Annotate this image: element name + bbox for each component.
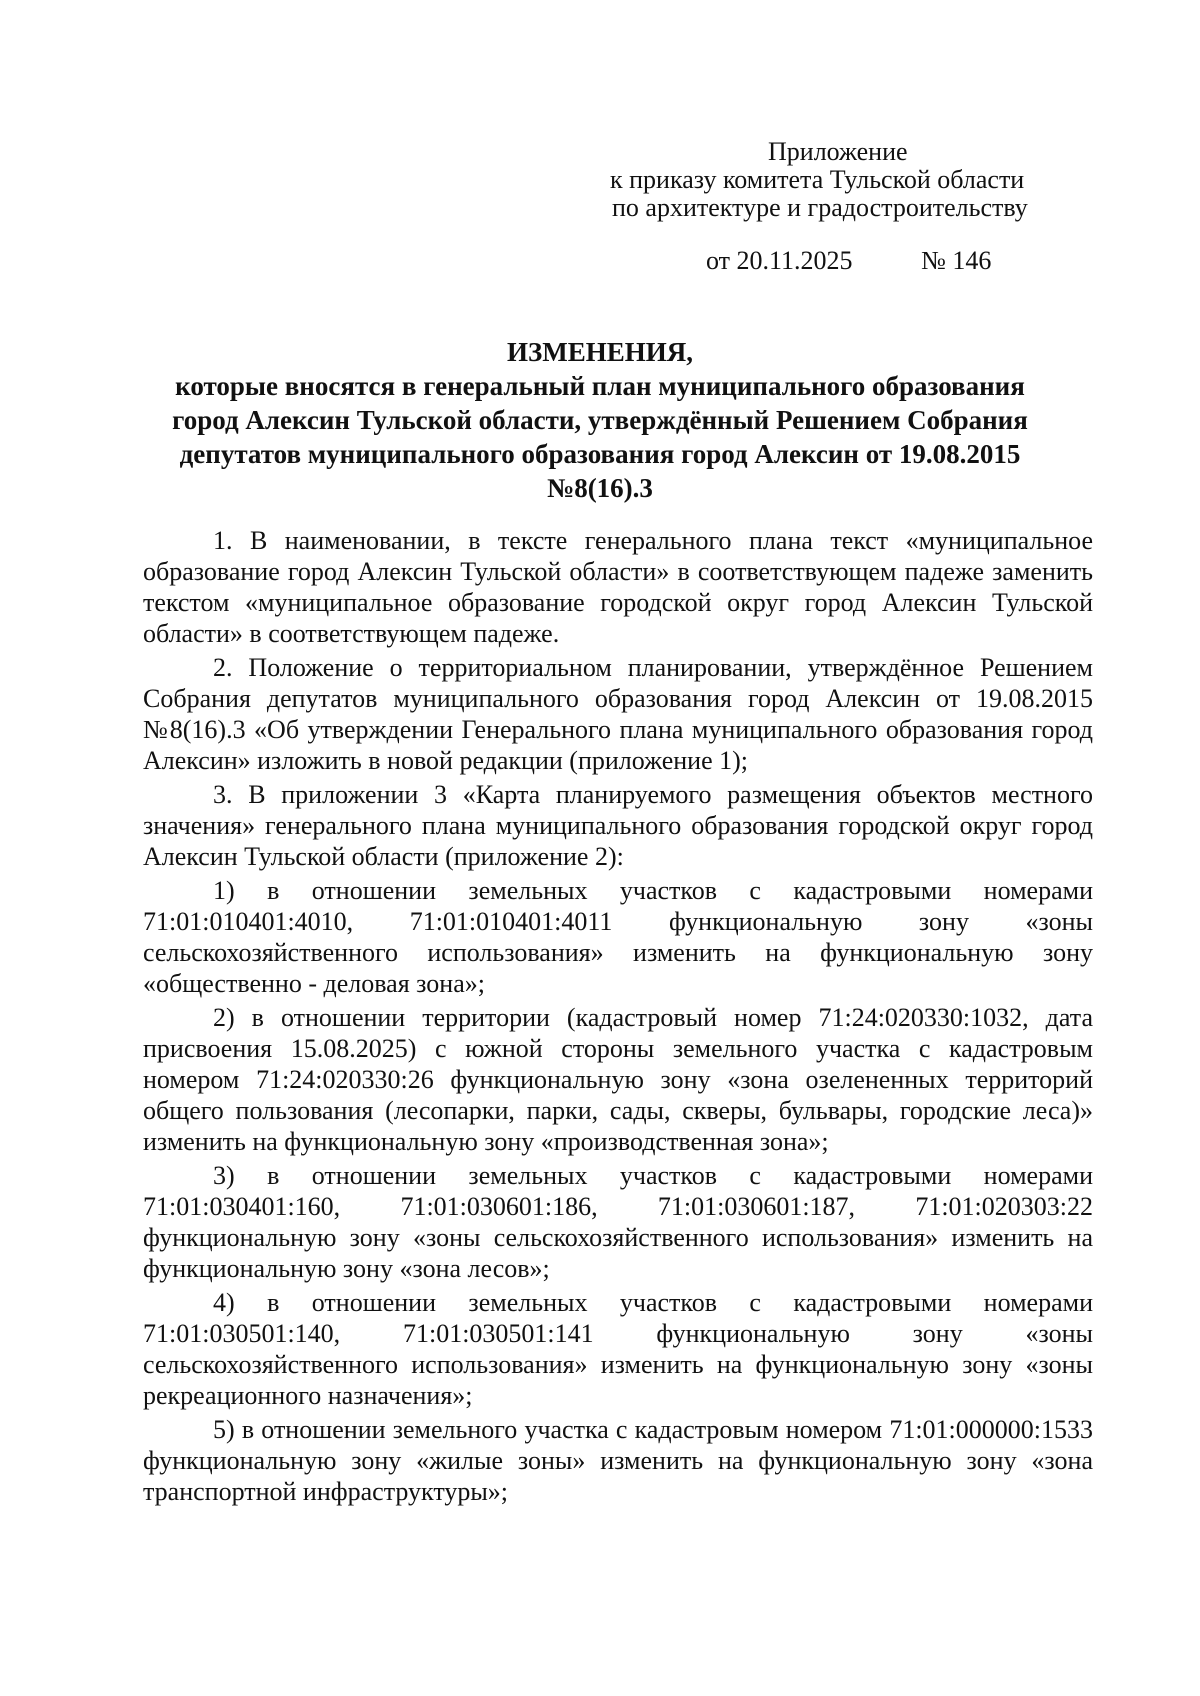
list-item-3: 3) в отношении земельных участков с кадастровыми номерами 71:01:030401:160, 71:01:030601:186, 71:01:030601:187, 71:01:020303:22 функциональную зону «зоны сельскохозяйственного использования» изменить на функциональную зону «зона лесов»; [143, 1161, 1093, 1283]
document-title: ИЗМЕНЕНИЯ, [506, 337, 693, 367]
appendix-header [600, 138, 1080, 222]
paragraph-3: 3. В приложении 3 «Карта планируемого размещения объектов местного значения» генерального плана муниципального образования городской округ город Алексин Тульской области (приложение 2): [143, 780, 1093, 871]
paragraph-2: 2. Положение о территориальном планировании, утверждённое Решением Собрания депутатов муниципального образования город Алексин от 19.08.2015 №8(16).3 «Об утверждении Генерального плана муниципального образования город Алексин» изложить в новой редакции (приложение 1); [143, 653, 1093, 775]
paragraph-1: 1. В наименовании, в тексте генерального плана текст «муниципальное образование город Алексин Тульской области» в соответствующем падеже заменить текстом «муниципальное образование городской округ город Алексин Тульской области» в соответствующем падеже. [143, 526, 1093, 648]
document-subtitle-line: город Алексин Тульской области, утверждённый Решением Собрания [172, 405, 1028, 435]
list-item-5: 5) в отношении земельного участка с кадастровым номером 71:01:000000:1533 функциональную зону «жилые зоны» изменить на функциональную зону «зона транспортной инфраструктуры»; [143, 1415, 1093, 1506]
document-subtitle-line: которые вносятся в генеральный план муниципального образования [175, 371, 1025, 401]
document-subtitle-line: депутатов муниципального образования город Алексин от 19.08.2015 [179, 439, 1021, 469]
appendix-order-reference: к приказу комитета Тульской области [610, 165, 1025, 194]
order-date-number [706, 246, 991, 276]
order-date: от 20.11.2025 [706, 246, 853, 275]
appendix-committee: по архитектуре и градостроительству [612, 193, 1028, 222]
appendix-title: Приложение [768, 137, 908, 166]
order-number: № 146 [921, 246, 992, 275]
list-item-2: 2) в отношении территории (кадастровый номер 71:24:020330:1032, дата присвоения 15.08.2025) с южной стороны земельного участка с кадастровым номером 71:24:020330:26 функциональную зону «зона озелененных территорий общего пользования (лесопарки, парки, сады, скверы, бульвары, городские леса)» изменить на функциональную зону «производственная зона»; [143, 1003, 1093, 1156]
document-heading [130, 335, 1070, 505]
document-subtitle-line: №8(16).3 [547, 473, 653, 503]
list-item-4: 4) в отношении земельных участков с кадастровыми номерами 71:01:030501:140, 71:01:030501:141 функциональную зону «зоны сельскохозяйственного использования» изменить на функциональную зону «зоны рекреационного назначения»; [143, 1288, 1093, 1410]
document-body [143, 525, 1093, 1510]
list-item-1: 1) в отношении земельных участков с кадастровыми номерами 71:01:010401:4010, 71:01:010401:4011 функциональную зону «зоны сельскохозяйственного использования» изменить на функциональную зону «общественно - деловая зона»; [143, 876, 1093, 998]
